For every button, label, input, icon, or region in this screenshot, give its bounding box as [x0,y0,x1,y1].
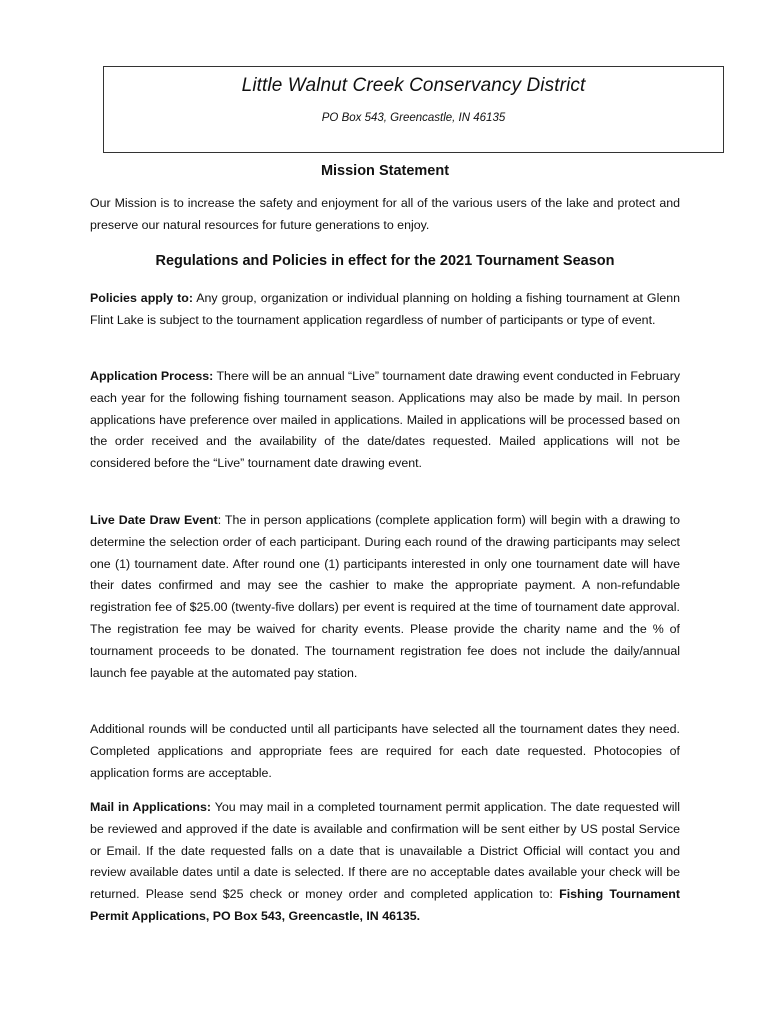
letterhead-box [103,66,724,153]
mail-in-text: You may mail in a completed tournament permit application. The date requested will be reviewed and approved if the date is available and confirmation will be sent either by US postal Service or Email. If the date requested falls on a date that is unavailable a District Official will contact you and review available dates until a date is selected. If there are no acceptable dates available your check will be returned. Please send $25 check or money order and completed application to: [90,800,680,902]
mission-heading: Mission Statement [320,163,450,179]
live-draw-text: : The in person applications (complete application form) will begin with a drawing to determine the selection order of each participant. During each round of the drawing participants may select one (1) tournament date. After round one (1) participants interested in only one tournament date will have their dates confirmed and may see the cashier to make the appropriate payment. A non-refundable registration fee of $25.00 (twenty-five dollars) per event is required at the time of tournament date approval. The registration fee may be waived for charity events. Please provide the charity name and the % of tournament proceeds to be donated. The tournament registration fee does not include the daily/annual launch fee payable at the automated pay station. [90,513,680,680]
mail-in-label: Mail in Applications: [90,800,211,814]
organization-address: PO Box 543, Greencastle, IN 46135 [321,112,506,124]
additional-rounds-paragraph [90,719,680,784]
live-draw-paragraph [90,510,680,684]
mission-paragraph [90,193,680,237]
application-text: There will be an annual “Live” tournament date drawing event conducted in February each year for the following fishing tournament season. Applications may also be made by mail. In person applications have preference over mailed in applications. Mailed in applications will be processed based on the order received and the availability of the date/dates requested. Mailed applications will not be considered before the “Live” tournament date drawing event. [90,369,681,471]
mission-text: Our Mission is to increase the safety and enjoyment for all of the various users of the lake and protect and preserve our natural resources for future generations to enjoy. [90,196,680,232]
mail-in-address: Fishing Tournament Permit Applications, PO Box 543, Greencastle, IN 46135. [90,887,680,923]
live-draw-label: Live Date Draw Event [90,513,218,527]
organization-title: Little Walnut Creek Conservancy District [241,75,586,96]
policies-text: Any group, organization or individual planning on holding a fishing tournament at Glenn Flint Lake is subject to the tournament application regardless of number of participants or type of event. [90,291,680,327]
additional-rounds-text: Additional rounds will be conducted until all participants have selected all the tournament dates they need. Completed applications and appropriate fees are required for each date requested. Photocopies of application forms are acceptable. [90,722,680,780]
policies-label: Policies apply to: [90,291,193,305]
application-paragraph [90,366,680,475]
regulations-heading: Regulations and Policies in effect for the 2021 Tournament Season [155,253,615,269]
application-label: Application Process: [90,369,214,383]
mail-in-paragraph [90,797,680,928]
policies-paragraph [90,288,680,332]
